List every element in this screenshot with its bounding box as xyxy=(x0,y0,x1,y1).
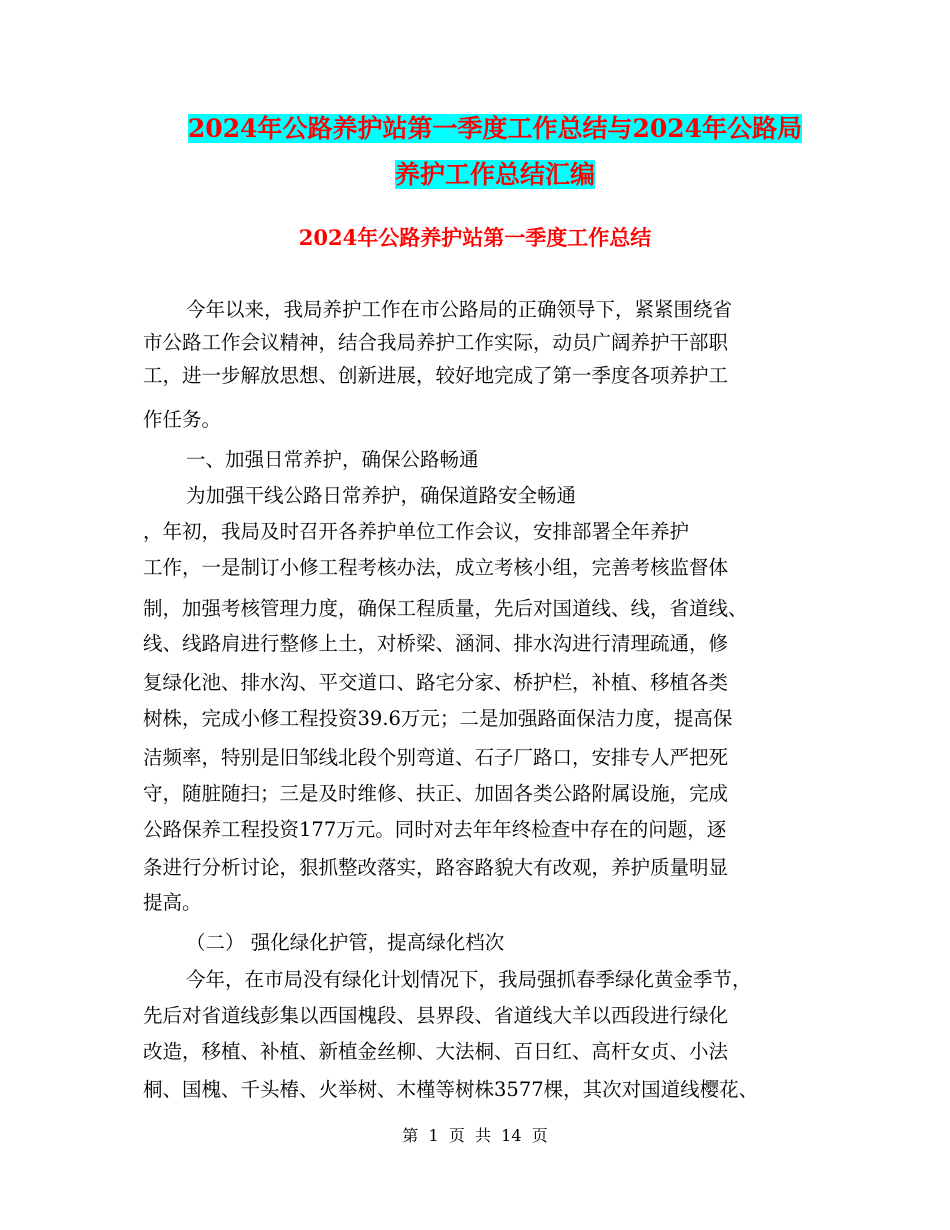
body-line: 工作，一是制订小修工程考核办法，成立考核小组，完善考核监督体 xyxy=(143,556,729,579)
body-line: 公路保养工程投资177万元。同时对去年年终检查中存在的问题，逐 xyxy=(143,818,727,841)
body-line: 桐、国槐、千头椿、火举树、木槿等树株3577棵，其次对国道线樱花、 xyxy=(143,1078,759,1101)
page-footer: 第 1 页 共 14 页 xyxy=(402,1126,548,1145)
body-line: ，年初，我局及时召开各养护单位工作会议，安排部署全年养护 xyxy=(143,520,690,543)
body-line: 市公路工作会议精神，结合我局养护工作实际，动员广阔养护干部职 xyxy=(143,331,729,354)
body-line: 今年，在市局没有绿化计划情况下，我局强抓春季绿化黄金季节， xyxy=(186,968,752,991)
title-line-1: 2024年公路养护站第一季度工作总结与2024年公路局 xyxy=(187,114,803,143)
body-line: 先后对省道线彭集以西国槐段、县界段、省道线大羊以西段进行绿化 xyxy=(143,1004,729,1027)
body-line: 作任务。 xyxy=(143,408,222,431)
body-line: 改造，移植、补植、新植金丝柳、大法桐、百日红、高杆女贞、小法 xyxy=(143,1040,729,1063)
body-line: 今年以来，我局养护工作在市公路局的正确领导下，紧紧围绕省 xyxy=(186,298,733,321)
section-title: 2024年公路养护站第一季度工作总结 xyxy=(298,225,652,250)
body-line: 守，随脏随扫；三是及时维修、扶正、加固各类公路附属设施，完成 xyxy=(143,782,729,805)
body-line: 洁频率，特别是旧邹线北段个别弯道、石子厂路口，安排专人严把死 xyxy=(143,746,729,769)
body-line: 条进行分析讨论，狠抓整改落实，路容路貌大有改观，养护质量明显 xyxy=(143,856,729,879)
section-heading: （二） 强化绿化护管，提高绿化档次 xyxy=(186,931,505,954)
body-line: 线、线路肩进行整修上土，对桥梁、涵洞、排水沟进行清理疏通，修 xyxy=(143,632,729,655)
title-line-2: 养护工作总结汇编 xyxy=(394,160,595,189)
body-line: 提高。 xyxy=(143,891,202,914)
body-line: 为加强干线公路日常养护，确保道路安全畅通 xyxy=(186,484,577,507)
section-heading: 一、加强日常养护，确保公路畅通 xyxy=(186,448,479,471)
body-line: 树株，完成小修工程投资39.6万元；二是加强路面保洁力度，提高保 xyxy=(143,707,733,730)
body-line: 工，进一步解放思想、创新进展，较好地完成了第一季度各项养护工 xyxy=(143,364,729,387)
body-line: 制，加强考核管理力度，确保工程质量，先后对国道线、线，省道线、 xyxy=(143,597,748,620)
body-line: 复绿化池、排水沟、平交道口、路宅分家、桥护栏，补植、移植各类 xyxy=(143,671,729,694)
